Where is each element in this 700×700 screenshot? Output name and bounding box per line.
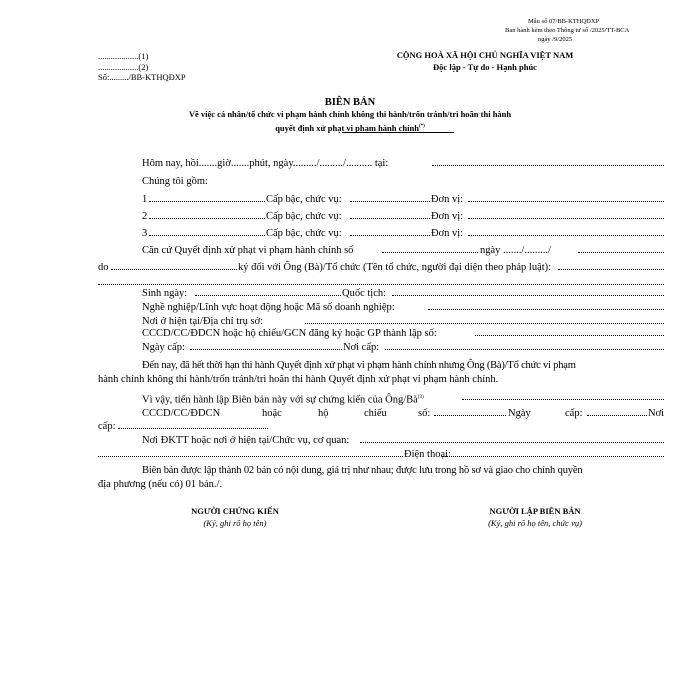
participant-1-name[interactable] — [149, 201, 265, 202]
occupation-label: Nghề nghiệp/Lĩnh vực hoạt động hoặc Mã số doanh nghiệp: — [142, 302, 395, 313]
document-number: Số:........./BB-KTHQĐXP — [98, 72, 186, 82]
phone-label: Điện thoại: — [404, 449, 451, 460]
nationality-field[interactable] — [392, 295, 664, 296]
issuer-name[interactable] — [111, 269, 237, 270]
dob-label: Sinh ngày: — [142, 288, 188, 299]
participant-1-number: 1 — [142, 194, 148, 205]
paragraph-overdue-1: Đến nay, đã hết thời hạn thi hành Quyết định xử phạt vi phạm hành chính nhưng Ông (Bà)/Tổ chức vi phạm — [142, 360, 576, 371]
participant-3-rank[interactable] — [350, 235, 430, 236]
participant-2-rank-label: Cấp bậc, chức vụ: — [266, 211, 342, 222]
issue-place-field[interactable] — [385, 349, 664, 350]
participant-3-number: 3 — [142, 228, 148, 239]
participant-1-unit-label: Đơn vị: — [431, 194, 464, 205]
form-date: ngày /9/2025 — [538, 36, 573, 43]
dob-field[interactable] — [195, 295, 341, 296]
agency-field-1: ...................(1) — [98, 51, 149, 61]
witness-issue-place-label: Nơi — [648, 408, 665, 419]
offender-name[interactable] — [558, 269, 664, 270]
witness-name[interactable] — [462, 399, 664, 400]
we-are-label: Chúng tôi gồm: — [142, 176, 208, 187]
witness-issue-date[interactable] — [587, 415, 647, 416]
participant-3-unit-label: Đơn vị: — [431, 228, 464, 239]
participant-3-unit[interactable] — [468, 235, 664, 236]
witness-signature-note: (Ký, ghi rõ họ tên) — [203, 518, 267, 528]
participant-1-unit[interactable] — [468, 201, 664, 202]
witness-issue-place-cap: cấp: — [98, 421, 116, 432]
participant-1-rank[interactable] — [350, 201, 430, 202]
participant-3-name[interactable] — [149, 235, 265, 236]
national-motto: Độc lập - Tự do - Hạnh phúc — [433, 62, 537, 72]
participant-2-unit[interactable] — [468, 218, 664, 219]
witness-footnote: (3) — [417, 395, 424, 400]
witness-signature-title: NGƯỜI CHỨNG KIẾN — [191, 506, 279, 516]
witness-issue-cap: cấp: — [565, 408, 583, 419]
document-title: BIÊN BẢN — [324, 97, 376, 108]
issued-by-label: do — [98, 262, 109, 273]
national-title: CỘNG HOÀ XÃ HỘI CHỦ NGHĨA VIỆT NAM — [396, 50, 574, 60]
nationality-label: Quốc tịch: — [342, 288, 387, 299]
witness-id-ho: hộ — [318, 408, 329, 419]
location-blank[interactable] — [432, 165, 664, 166]
witness-id-label: CCCD/CC/ĐDCN — [142, 408, 221, 419]
witness-issue-date-label: Ngày — [508, 408, 531, 419]
issue-date-field[interactable] — [190, 349, 342, 350]
residence-field[interactable] — [305, 323, 664, 324]
decision-label: Căn cứ Quyết định xử phạt vi phạm hành chính số — [142, 245, 354, 256]
participant-3-rank-label: Cấp bậc, chức vụ: — [266, 228, 342, 239]
signed-for-label: ký đối với Ông (Bà)/Tổ chức (Tên tổ chức, người đại diện theo pháp luật): — [238, 262, 552, 273]
subject-footnote: (*) — [418, 124, 425, 129]
title-underline — [342, 132, 454, 133]
offender-name-cont[interactable] — [98, 284, 664, 285]
witness-id-or: hoặc — [262, 408, 282, 419]
form-code: Mẫu số 07/BB-KTHQĐXP — [528, 18, 600, 25]
maker-signature-note: (Ký, ghi rõ họ tên, chức vụ) — [488, 518, 582, 528]
participant-1-rank-label: Cấp bậc, chức vụ: — [266, 194, 342, 205]
subject-text: quyết định xử phạt vi phạm hành chính — [275, 122, 419, 133]
id-doc-field[interactable] — [475, 335, 664, 336]
agency-field-2: ...................(2) — [98, 62, 149, 72]
witness-id-number[interactable] — [434, 415, 506, 416]
residence-label: Nơi ở hiện tại/Địa chỉ trụ sở: — [142, 316, 264, 327]
witness-address-label: Nơi ĐKTT hoặc nơi ở hiện tại/Chức vụ, cơ quan: — [142, 435, 350, 446]
today-label: Hôm nay, hồi.......giờ.......phút, ngày........./........./.......... tại: — [142, 158, 389, 169]
issue-date-label: Ngày cấp: — [142, 342, 185, 353]
decision-date-label: ngày ......./........./ — [480, 245, 551, 256]
participant-2-name[interactable] — [149, 218, 265, 219]
id-doc-label: CCCD/CC/ĐDCN hoặc hộ chiếu/GCN đăng ký hoặc GP thành lập số: — [142, 328, 437, 339]
participant-2-unit-label: Đơn vị: — [431, 211, 464, 222]
occupation-field[interactable] — [428, 309, 664, 310]
maker-signature-title: NGƯỜI LẬP BIÊN BẢN — [489, 506, 581, 516]
document-subject-line-1: Về việc cá nhân/tổ chức vi phạm hành chính không thi hành/trốn tránh/trì hoãn thi hành — [188, 109, 512, 119]
witness-address[interactable] — [360, 442, 664, 443]
decision-year[interactable] — [578, 252, 664, 253]
witness-intro-text: Vì vậy, tiến hành lập Biên bản này với sự chứng kiến của Ông/Bà — [142, 394, 418, 406]
participant-2-number: 2 — [142, 211, 148, 222]
issue-place-label: Nơi cấp: — [343, 342, 380, 353]
form-issued-by: Ban hành kèm theo Thông tư số /2025/TT-BCA — [505, 27, 630, 34]
paragraph-overdue-2: hành chính không thi hành/trốn tránh/trì hoãn thi hành Quyết định xử phạt vi phạm hành chính. — [98, 374, 499, 385]
witness-issue-place[interactable] — [118, 428, 268, 429]
closing-line-2: địa phương (nếu có) 01 bản./. — [98, 479, 223, 490]
participant-2-rank[interactable] — [350, 218, 430, 219]
closing-line-1: Biên bản được lập thành 02 bản có nội dung, giá trị như nhau; được lưu trong hồ sơ và giao cho chính quyền — [142, 465, 583, 476]
witness-intro — [142, 391, 424, 407]
witness-id-so: số: — [418, 408, 431, 419]
phone-field[interactable] — [442, 456, 664, 457]
witness-id-chieu: chiếu — [364, 408, 387, 419]
decision-number[interactable] — [382, 252, 478, 253]
witness-address-cont[interactable] — [98, 456, 403, 457]
